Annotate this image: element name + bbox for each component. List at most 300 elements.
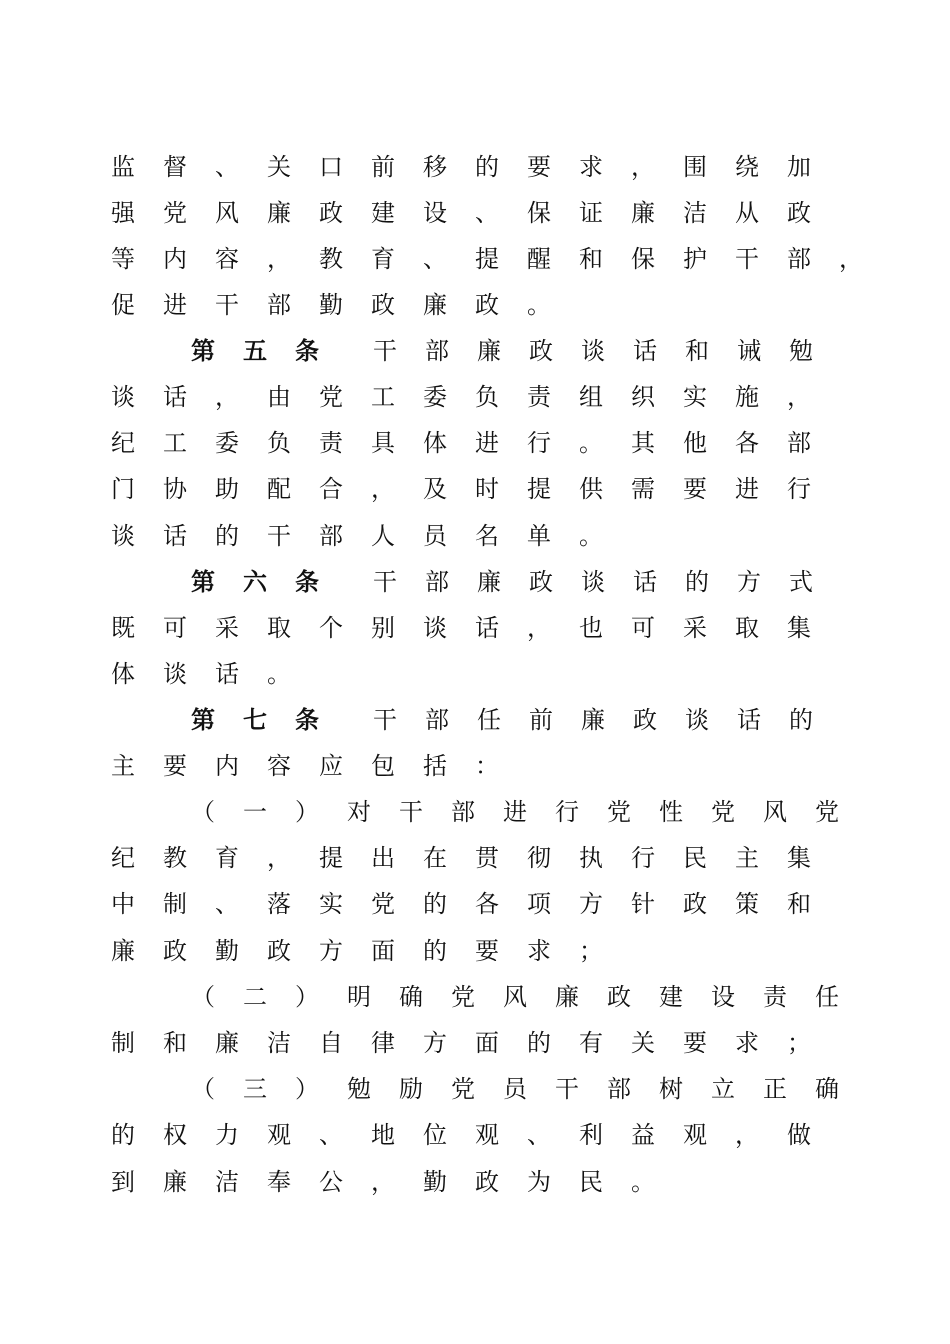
text-char: 面	[371, 937, 395, 965]
text-char: 责	[319, 429, 343, 457]
text-char: 谈	[423, 614, 447, 642]
text-char: 部	[787, 429, 811, 457]
text-char: 政	[475, 291, 499, 319]
text-char: 风	[763, 798, 787, 826]
text-char: 政	[371, 291, 395, 319]
text-char: 员	[503, 1075, 527, 1103]
text-char: 采	[683, 614, 707, 642]
text-char: 部	[267, 291, 291, 319]
text-char: 、	[319, 1121, 343, 1149]
text-char: 个	[319, 614, 343, 642]
text-char: 要	[163, 752, 187, 780]
text-char: 勉	[347, 1075, 371, 1103]
text-char: 谈	[685, 706, 709, 734]
text-char: 供	[579, 475, 603, 503]
text-char: 行	[527, 429, 551, 457]
text-char: 强	[111, 199, 135, 227]
text-char: 律	[371, 1029, 395, 1057]
text-char: 利	[579, 1121, 603, 1149]
text-char: 三	[243, 1075, 267, 1103]
text-char: 方	[579, 890, 603, 918]
text-char: 政	[683, 890, 707, 918]
text-char: 监	[111, 153, 135, 181]
text-char: 委	[423, 383, 447, 411]
text-char: 做	[787, 1121, 811, 1149]
text-char: 话	[737, 706, 761, 734]
text-line	[0, 980, 950, 1026]
text-char: ，	[631, 153, 655, 181]
text-char: ，	[527, 614, 551, 642]
text-char: 取	[735, 614, 759, 642]
text-char: 的	[111, 1121, 135, 1149]
text-char: 廉	[581, 706, 605, 734]
text-char: 前	[529, 706, 553, 734]
text-char: 干	[267, 522, 291, 550]
text-char: 政	[163, 937, 187, 965]
text-char: 中	[111, 890, 135, 918]
text-char: 负	[267, 429, 291, 457]
text-char: 部	[451, 798, 475, 826]
text-char: 醒	[527, 245, 551, 273]
text-line	[0, 1026, 950, 1072]
text-line	[0, 934, 950, 980]
text-char: 勤	[319, 291, 343, 319]
text-char: 、	[215, 890, 239, 918]
text-char: 由	[267, 383, 291, 411]
text-char: ，	[735, 1121, 759, 1149]
text-char: 设	[423, 199, 447, 227]
text-char: 民	[579, 1168, 603, 1196]
text-char: 育	[215, 844, 239, 872]
text-char: 织	[631, 383, 655, 411]
text-char: 的	[685, 568, 709, 596]
text-char: 其	[631, 429, 655, 457]
text-line	[0, 795, 950, 841]
text-line	[0, 519, 950, 565]
text-char: 廉	[631, 199, 655, 227]
text-char: 党	[319, 383, 343, 411]
text-char: 贯	[475, 844, 499, 872]
text-char: 勉	[789, 337, 813, 365]
text-line	[0, 887, 950, 933]
text-char: ）	[295, 983, 319, 1011]
text-char: ：	[475, 752, 499, 780]
text-char: 落	[267, 890, 291, 918]
text-char: 党	[451, 983, 475, 1011]
text-char: ，	[371, 475, 395, 503]
text-char: 主	[111, 752, 135, 780]
text-char: 洁	[683, 199, 707, 227]
text-char: 话	[633, 337, 657, 365]
text-char: 可	[631, 614, 655, 642]
text-char: 保	[527, 199, 551, 227]
text-line	[0, 288, 950, 334]
text-char: 。	[579, 522, 603, 550]
text-char: 进	[163, 291, 187, 319]
text-char: 廉	[423, 291, 447, 319]
text-char: 关	[631, 1029, 655, 1057]
text-char: 容	[215, 245, 239, 273]
article-heading-char: 六	[243, 567, 267, 596]
text-char: 和	[685, 337, 709, 365]
text-char: 二	[243, 983, 267, 1011]
text-char: 党	[815, 798, 839, 826]
text-char: 为	[527, 1168, 551, 1196]
text-char: 洁	[267, 1029, 291, 1057]
text-char: 内	[215, 752, 239, 780]
text-char: 任	[477, 706, 501, 734]
text-char: 勤	[423, 1168, 447, 1196]
text-char: 部	[425, 337, 449, 365]
text-char: 和	[787, 890, 811, 918]
text-line	[0, 841, 950, 887]
text-char: 干	[555, 1075, 579, 1103]
text-char: 、	[475, 199, 499, 227]
text-char: 等	[111, 245, 135, 273]
text-char: 的	[423, 937, 447, 965]
text-char: 口	[319, 153, 343, 181]
text-char: 行	[555, 798, 579, 826]
text-char: 部	[319, 522, 343, 550]
text-char: 廉	[555, 983, 579, 1011]
text-char: 到	[111, 1168, 135, 1196]
text-char: 加	[787, 153, 811, 181]
text-char: 谈	[111, 522, 135, 550]
text-char: 对	[347, 798, 371, 826]
text-char: 面	[475, 1029, 499, 1057]
text-char: 。	[267, 660, 291, 688]
text-char: ）	[295, 1075, 319, 1103]
text-char: 力	[215, 1121, 239, 1149]
article-heading-char: 五	[243, 336, 267, 365]
text-char: 观	[475, 1121, 499, 1149]
text-char: 实	[319, 890, 343, 918]
text-char: （	[191, 1075, 215, 1103]
text-char: 励	[399, 1075, 423, 1103]
text-char: 应	[319, 752, 343, 780]
text-char: 政	[319, 199, 343, 227]
text-char: 政	[633, 706, 657, 734]
text-char: 他	[683, 429, 707, 457]
text-char: ；	[787, 1029, 811, 1057]
text-char: ，	[839, 245, 863, 273]
text-char: 位	[423, 1121, 447, 1149]
text-char: 确	[399, 983, 423, 1011]
text-char: （	[191, 983, 215, 1011]
text-line	[0, 426, 950, 472]
text-char: 内	[163, 245, 187, 273]
text-char: 要	[475, 937, 499, 965]
text-char: 进	[735, 475, 759, 503]
text-char: 提	[475, 245, 499, 273]
text-char: ，	[215, 383, 239, 411]
text-char: 绕	[735, 153, 759, 181]
text-line	[0, 1072, 950, 1118]
text-char: 。	[631, 1168, 655, 1196]
text-line	[0, 242, 950, 288]
text-char: 干	[373, 706, 397, 734]
text-line	[0, 472, 950, 518]
text-char: 关	[267, 153, 291, 181]
text-char: 、	[423, 245, 447, 273]
text-char: 各	[735, 429, 759, 457]
text-char: 及	[423, 475, 447, 503]
text-char: 提	[527, 475, 551, 503]
text-char: 方	[319, 937, 343, 965]
text-char: 立	[711, 1075, 735, 1103]
text-char: 主	[735, 844, 759, 872]
text-char: 、	[215, 153, 239, 181]
text-char: 干	[735, 245, 759, 273]
text-char: 干	[373, 337, 397, 365]
text-char: ）	[295, 798, 319, 826]
text-char: 人	[371, 522, 395, 550]
text-char: 式	[789, 568, 813, 596]
text-char: 别	[371, 614, 395, 642]
text-char: 制	[111, 1029, 135, 1057]
text-char: 协	[163, 475, 187, 503]
text-char: 廉	[111, 937, 135, 965]
text-char: 制	[163, 890, 187, 918]
text-char: 前	[371, 153, 395, 181]
article-heading-char: 第	[191, 336, 215, 365]
text-char: 勤	[215, 937, 239, 965]
text-char: ；	[579, 937, 603, 965]
text-char: 要	[527, 153, 551, 181]
text-char: 诫	[737, 337, 761, 365]
text-char: 有	[579, 1029, 603, 1057]
text-char: 具	[371, 429, 395, 457]
text-char: 彻	[527, 844, 551, 872]
text-char: 谈	[581, 337, 605, 365]
text-char: 观	[683, 1121, 707, 1149]
text-char: 的	[527, 1029, 551, 1057]
text-char: 确	[815, 1075, 839, 1103]
text-char: 政	[607, 983, 631, 1011]
text-char: 廉	[163, 1168, 187, 1196]
text-char: 从	[735, 199, 759, 227]
text-char: 干	[215, 291, 239, 319]
text-char: 集	[787, 844, 811, 872]
text-char: 包	[371, 752, 395, 780]
text-line	[0, 380, 950, 426]
text-char: 执	[579, 844, 603, 872]
text-char: 既	[111, 614, 135, 642]
text-char: 政	[475, 1168, 499, 1196]
text-char: 促	[111, 291, 135, 319]
text-char: 的	[423, 890, 447, 918]
text-char: （	[191, 798, 215, 826]
text-char: 和	[163, 1029, 187, 1057]
article-heading-char: 条	[295, 705, 319, 734]
text-char: 实	[683, 383, 707, 411]
article-heading-char: 条	[295, 336, 319, 365]
text-char: 责	[527, 383, 551, 411]
text-char: 的	[789, 706, 813, 734]
text-char: 政	[529, 337, 553, 365]
text-char: 部	[425, 568, 449, 596]
text-char: 也	[579, 614, 603, 642]
text-char: ，	[371, 1168, 395, 1196]
text-char: 话	[215, 660, 239, 688]
text-line	[0, 657, 950, 703]
text-char: 在	[423, 844, 447, 872]
text-char: 方	[423, 1029, 447, 1057]
text-char: 工	[163, 429, 187, 457]
text-char: 责	[763, 983, 787, 1011]
text-char: 教	[319, 245, 343, 273]
text-char: 部	[607, 1075, 631, 1103]
text-char: 话	[163, 383, 187, 411]
text-char: 负	[475, 383, 499, 411]
text-char: 要	[683, 1029, 707, 1057]
text-char: 采	[215, 614, 239, 642]
text-char: 可	[163, 614, 187, 642]
text-char: 权	[163, 1121, 187, 1149]
article-heading-char: 第	[191, 705, 215, 734]
text-char: 保	[631, 245, 655, 273]
text-char: 廉	[477, 337, 501, 365]
text-char: 干	[399, 798, 423, 826]
text-char: 施	[735, 383, 759, 411]
text-char: 任	[815, 983, 839, 1011]
text-char: 风	[215, 199, 239, 227]
text-char: 移	[423, 153, 447, 181]
text-char: 括	[423, 752, 447, 780]
text-char: 单	[527, 522, 551, 550]
text-char: 取	[267, 614, 291, 642]
text-char: 行	[787, 475, 811, 503]
text-char: 方	[737, 568, 761, 596]
text-char: 廉	[477, 568, 501, 596]
text-char: 、	[527, 1121, 551, 1149]
text-char: 求	[527, 937, 551, 965]
text-char: 教	[163, 844, 187, 872]
text-char: 合	[319, 475, 343, 503]
text-char: 容	[267, 752, 291, 780]
text-char: 民	[683, 844, 707, 872]
text-char: 建	[659, 983, 683, 1011]
text-char: 求	[735, 1029, 759, 1057]
text-char: 政	[529, 568, 553, 596]
text-char: 集	[787, 614, 811, 642]
text-char: 配	[267, 475, 291, 503]
text-char: 部	[787, 245, 811, 273]
text-char: 针	[631, 890, 655, 918]
text-char: 门	[111, 475, 135, 503]
text-char: 党	[451, 1075, 475, 1103]
text-char: 各	[475, 890, 499, 918]
text-char: 话	[475, 614, 499, 642]
text-char: 纪	[111, 844, 135, 872]
text-char: 项	[527, 890, 551, 918]
text-char: 益	[631, 1121, 655, 1149]
text-line	[0, 334, 950, 380]
text-char: 要	[683, 475, 707, 503]
text-char: 话	[633, 568, 657, 596]
text-line	[0, 749, 950, 795]
text-char: 员	[423, 522, 447, 550]
text-char: 的	[475, 153, 499, 181]
text-char: 观	[267, 1121, 291, 1149]
text-char: 建	[371, 199, 395, 227]
text-char: 明	[347, 983, 371, 1011]
text-char: 行	[631, 844, 655, 872]
text-char: 谈	[111, 383, 135, 411]
text-char: ，	[787, 383, 811, 411]
text-line	[0, 1165, 950, 1211]
text-char: 助	[215, 475, 239, 503]
text-line	[0, 196, 950, 242]
text-char: 公	[319, 1168, 343, 1196]
text-char: 求	[579, 153, 603, 181]
text-char: 策	[735, 890, 759, 918]
text-char: 名	[475, 522, 499, 550]
text-char: 。	[527, 291, 551, 319]
text-line	[0, 1118, 950, 1164]
text-char: 工	[371, 383, 395, 411]
text-char: 政	[787, 199, 811, 227]
article-heading-char: 第	[191, 567, 215, 596]
text-char: 部	[425, 706, 449, 734]
text-char: 时	[475, 475, 499, 503]
text-char: 委	[215, 429, 239, 457]
text-char: 育	[371, 245, 395, 273]
text-char: ，	[267, 844, 291, 872]
text-char: 提	[319, 844, 343, 872]
text-char: 设	[711, 983, 735, 1011]
text-char: 正	[763, 1075, 787, 1103]
text-line	[0, 611, 950, 657]
text-char: 党	[371, 890, 395, 918]
text-char: 围	[683, 153, 707, 181]
text-char: 和	[579, 245, 603, 273]
text-char: 一	[243, 798, 267, 826]
text-char: 自	[319, 1029, 343, 1057]
text-char: 党	[607, 798, 631, 826]
text-char: 护	[683, 245, 707, 273]
text-char: 政	[267, 937, 291, 965]
article-heading-char: 条	[295, 567, 319, 596]
text-char: 证	[579, 199, 603, 227]
article-heading-char: 七	[243, 705, 267, 734]
text-char: 出	[371, 844, 395, 872]
text-char: 树	[659, 1075, 683, 1103]
text-char: 奉	[267, 1168, 291, 1196]
text-line	[0, 703, 950, 749]
text-char: 话	[163, 522, 187, 550]
text-line	[0, 565, 950, 611]
text-char: 廉	[215, 1029, 239, 1057]
text-char: 。	[579, 429, 603, 457]
text-char: 体	[423, 429, 447, 457]
text-char: 纪	[111, 429, 135, 457]
text-char: 需	[631, 475, 655, 503]
text-char: 的	[215, 522, 239, 550]
text-char: 督	[163, 153, 187, 181]
text-char: 地	[371, 1121, 395, 1149]
text-char: 廉	[267, 199, 291, 227]
text-char: 干	[373, 568, 397, 596]
text-char: 谈	[163, 660, 187, 688]
text-char: 性	[659, 798, 683, 826]
text-char: 洁	[215, 1168, 239, 1196]
text-char: 谈	[581, 568, 605, 596]
text-char: 党	[711, 798, 735, 826]
text-char: ，	[267, 245, 291, 273]
text-char: 风	[503, 983, 527, 1011]
text-char: 进	[503, 798, 527, 826]
